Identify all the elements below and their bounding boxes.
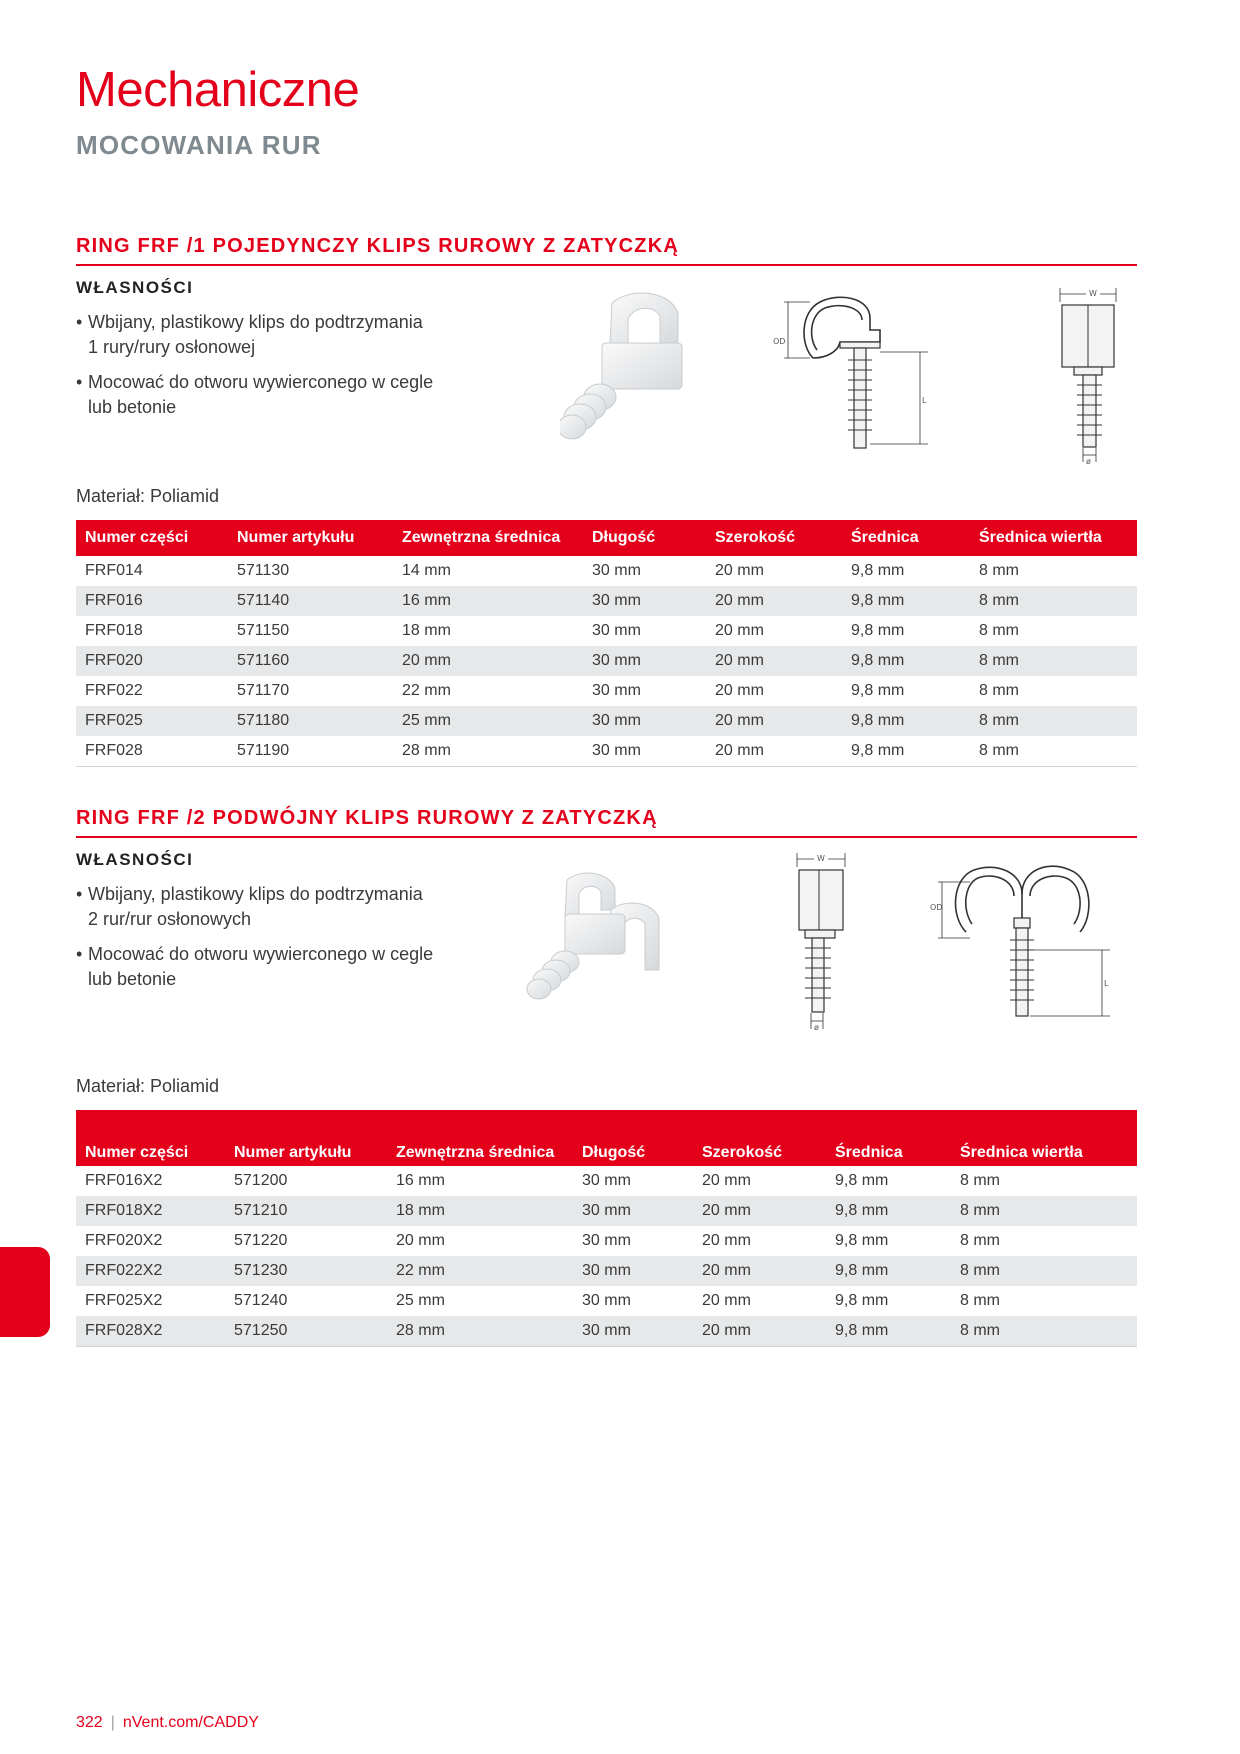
table-cell: 571200	[234, 1172, 288, 1189]
table-cell: 20 mm	[693, 1316, 826, 1347]
properties-list	[76, 310, 436, 430]
table-cell: 571220	[234, 1232, 288, 1249]
table-cell: 8 mm	[979, 682, 1019, 699]
table-cell: 28 mm	[387, 1316, 573, 1347]
table-cell: 30 mm	[583, 646, 706, 676]
material-label: Materiał: Poliamid	[76, 486, 220, 506]
table-cell: 571240	[234, 1292, 288, 1309]
column-header: Numer części	[76, 1110, 225, 1166]
table-cell: FRF025	[76, 706, 228, 736]
od-label: OD	[773, 337, 786, 346]
table-cell: FRF020	[76, 646, 228, 676]
table-cell: 9,8 mm	[835, 1232, 889, 1249]
table-cell: FRF025X2	[85, 1292, 163, 1309]
table-header-row	[76, 1110, 1137, 1166]
property-item: • Mocować do otworu wywierconego w cegle lub betonie	[76, 370, 436, 420]
table-cell: 8 mm	[970, 736, 1137, 767]
page-title: Mechaniczne	[76, 63, 360, 117]
table-cell: 20 mm	[693, 1196, 826, 1226]
table-cell: 9,8 mm	[842, 586, 970, 616]
table-row	[76, 616, 1137, 646]
column-header: Średnica	[842, 520, 970, 556]
table-cell: 9,8 mm	[826, 1316, 951, 1347]
table-cell: FRF016X2	[85, 1172, 163, 1189]
od-label: OD	[930, 903, 943, 912]
table-cell: 571150	[237, 622, 290, 639]
spec-table-single	[76, 520, 1137, 767]
table-cell: 9,8 mm	[842, 646, 970, 676]
table-cell: 30 mm	[592, 562, 641, 579]
table-cell: 9,8 mm	[851, 622, 905, 639]
table-cell: 30 mm	[573, 1196, 693, 1226]
table-cell: 20 mm	[702, 1292, 751, 1309]
single-clip-front-drawing	[1050, 280, 1140, 465]
single-clip-photo	[560, 285, 730, 460]
table-cell: 9,8 mm	[842, 736, 970, 767]
table-row	[76, 556, 1137, 586]
table-row	[76, 1226, 1137, 1256]
table-cell: 8 mm	[960, 1292, 1000, 1309]
table-cell: 25 mm	[396, 1292, 445, 1309]
spec-table-double	[76, 1110, 1137, 1347]
table-cell: 571180	[228, 706, 393, 736]
property-item: • Wbijany, plastikowy klips do podtrzymania 1 rury/rury osłonowej	[76, 310, 436, 360]
table-cell: FRF018X2	[76, 1196, 225, 1226]
table-cell: 20 mm	[693, 1256, 826, 1286]
column-header: Długość	[573, 1110, 693, 1166]
column-header: Długość	[583, 520, 706, 556]
table-cell: 571140	[228, 586, 393, 616]
table-cell: 9,8 mm	[851, 682, 905, 699]
column-header: Numer artykułu	[228, 520, 393, 556]
table-cell: 8 mm	[979, 562, 1019, 579]
table-cell: 20 mm	[715, 562, 764, 579]
table-cell: FRF028	[76, 736, 228, 767]
table-cell: 30 mm	[592, 682, 641, 699]
table-cell: 30 mm	[583, 736, 706, 767]
table-cell: 16 mm	[396, 1172, 445, 1189]
table-cell: 30 mm	[583, 586, 706, 616]
table-cell: 30 mm	[592, 622, 641, 639]
table-cell: 8 mm	[960, 1172, 1000, 1189]
column-header: Średnica	[826, 1110, 951, 1166]
table-cell: 571170	[237, 682, 290, 699]
column-header: Zewnętrzna średnica	[387, 1110, 573, 1166]
table-cell: 8 mm	[951, 1316, 1137, 1347]
table-cell: 30 mm	[573, 1316, 693, 1347]
table-cell: FRF016	[76, 586, 228, 616]
table-row	[76, 1166, 1137, 1196]
table-header-row	[76, 520, 1137, 556]
length-label: L	[922, 396, 927, 405]
diameter-label: ø	[1086, 457, 1091, 465]
table-cell: 571130	[237, 562, 290, 579]
table-cell: 30 mm	[573, 1256, 693, 1286]
column-header: Średnica wiertła	[970, 520, 1137, 556]
table-cell: 9,8 mm	[835, 1292, 889, 1309]
table-cell: 8 mm	[951, 1256, 1137, 1286]
table-cell: 20 mm	[396, 1232, 445, 1249]
table-cell: 571230	[225, 1256, 387, 1286]
table-row	[76, 676, 1137, 706]
table-cell: 9,8 mm	[851, 562, 905, 579]
table-cell: 30 mm	[582, 1232, 631, 1249]
table-row	[76, 646, 1137, 676]
column-header: Szerokość	[693, 1110, 826, 1166]
property-item: • Wbijany, plastikowy klips do podtrzymania 2 rur/rur osłonowych	[76, 882, 436, 932]
table-row	[76, 736, 1137, 767]
properties-heading: WŁASNOŚCI	[76, 278, 194, 297]
table-cell: 20 mm	[706, 706, 842, 736]
table-cell: 20 mm	[706, 736, 842, 767]
table-cell: 571210	[225, 1196, 387, 1226]
table-cell: FRF014	[85, 562, 143, 579]
table-cell: 20 mm	[393, 646, 583, 676]
table-cell: 571190	[228, 736, 393, 767]
double-clip-front-drawing	[785, 845, 865, 1030]
table-cell: 9,8 mm	[835, 1172, 889, 1189]
table-cell: 18 mm	[387, 1196, 573, 1226]
table-cell: FRF018	[85, 622, 143, 639]
width-label: W	[817, 854, 825, 863]
table-row	[76, 1316, 1137, 1347]
table-cell: 16 mm	[393, 586, 583, 616]
footer-separator: |	[110, 1714, 115, 1731]
table-cell: 8 mm	[970, 586, 1137, 616]
column-header: Zewnętrzna średnica	[393, 520, 583, 556]
page-subtitle: MOCOWANIA RUR	[76, 130, 322, 160]
table-cell: 28 mm	[393, 736, 583, 767]
table-cell: 8 mm	[970, 706, 1137, 736]
table-cell: 571160	[228, 646, 393, 676]
table-cell: 20 mm	[706, 586, 842, 616]
table-cell: 14 mm	[402, 562, 451, 579]
column-header: Szerokość	[706, 520, 842, 556]
material-label: Materiał: Poliamid	[76, 1076, 220, 1096]
section-heading-double-clip: RING FRF /2 PODWÓJNY KLIPS RUROWY Z ZATYCZKĄ	[76, 807, 1137, 838]
table-cell: 8 mm	[970, 646, 1137, 676]
table-row	[76, 1286, 1137, 1316]
table-cell: 30 mm	[582, 1292, 631, 1309]
table-cell: 9,8 mm	[826, 1256, 951, 1286]
table-cell: 8 mm	[960, 1232, 1000, 1249]
table-cell: 20 mm	[706, 646, 842, 676]
column-header: Numer artykułu	[225, 1110, 387, 1166]
length-label: L	[1104, 979, 1109, 988]
table-cell: 8 mm	[951, 1196, 1137, 1226]
table-cell: 20 mm	[702, 1172, 751, 1189]
table-cell: 571250	[225, 1316, 387, 1347]
properties-heading: WŁASNOŚCI	[76, 850, 194, 869]
table-cell: 30 mm	[582, 1172, 631, 1189]
table-row	[76, 1196, 1137, 1226]
table-cell: FRF020X2	[85, 1232, 163, 1249]
width-label: W	[1089, 289, 1097, 298]
single-clip-side-drawing	[770, 290, 960, 455]
table-row	[76, 586, 1137, 616]
table-cell: FRF028X2	[76, 1316, 225, 1347]
section-heading-single-clip: RING FRF /1 POJEDYNCZY KLIPS RUROWY Z ZATYCZKĄ	[76, 235, 1137, 266]
table-cell: 22 mm	[387, 1256, 573, 1286]
column-header: Numer części	[76, 520, 228, 556]
table-cell: 22 mm	[402, 682, 451, 699]
column-header: Średnica wiertła	[951, 1110, 1137, 1166]
footer	[76, 1714, 259, 1732]
table-row	[76, 1256, 1137, 1286]
table-cell: 9,8 mm	[842, 706, 970, 736]
table-cell: 9,8 mm	[826, 1196, 951, 1226]
properties-list	[76, 882, 436, 1002]
table-row	[76, 706, 1137, 736]
table-cell: 18 mm	[402, 622, 451, 639]
table-cell: FRF022X2	[76, 1256, 225, 1286]
double-clip-photo	[525, 870, 695, 1010]
table-cell: 30 mm	[583, 706, 706, 736]
table-cell: FRF022	[85, 682, 143, 699]
table-cell: 25 mm	[393, 706, 583, 736]
table-cell: 20 mm	[702, 1232, 751, 1249]
diameter-label: ø	[814, 1023, 819, 1030]
footer-link[interactable]: nVent.com/CADDY	[122, 1714, 259, 1731]
double-clip-side-drawing	[930, 860, 1135, 1025]
table-cell: 20 mm	[715, 682, 764, 699]
property-item: • Mocować do otworu wywierconego w cegle lub betonie	[76, 942, 436, 992]
table-cell: 20 mm	[715, 622, 764, 639]
chapter-tab	[0, 1247, 50, 1337]
page-number: 322	[76, 1714, 103, 1731]
table-cell: 8 mm	[979, 622, 1019, 639]
